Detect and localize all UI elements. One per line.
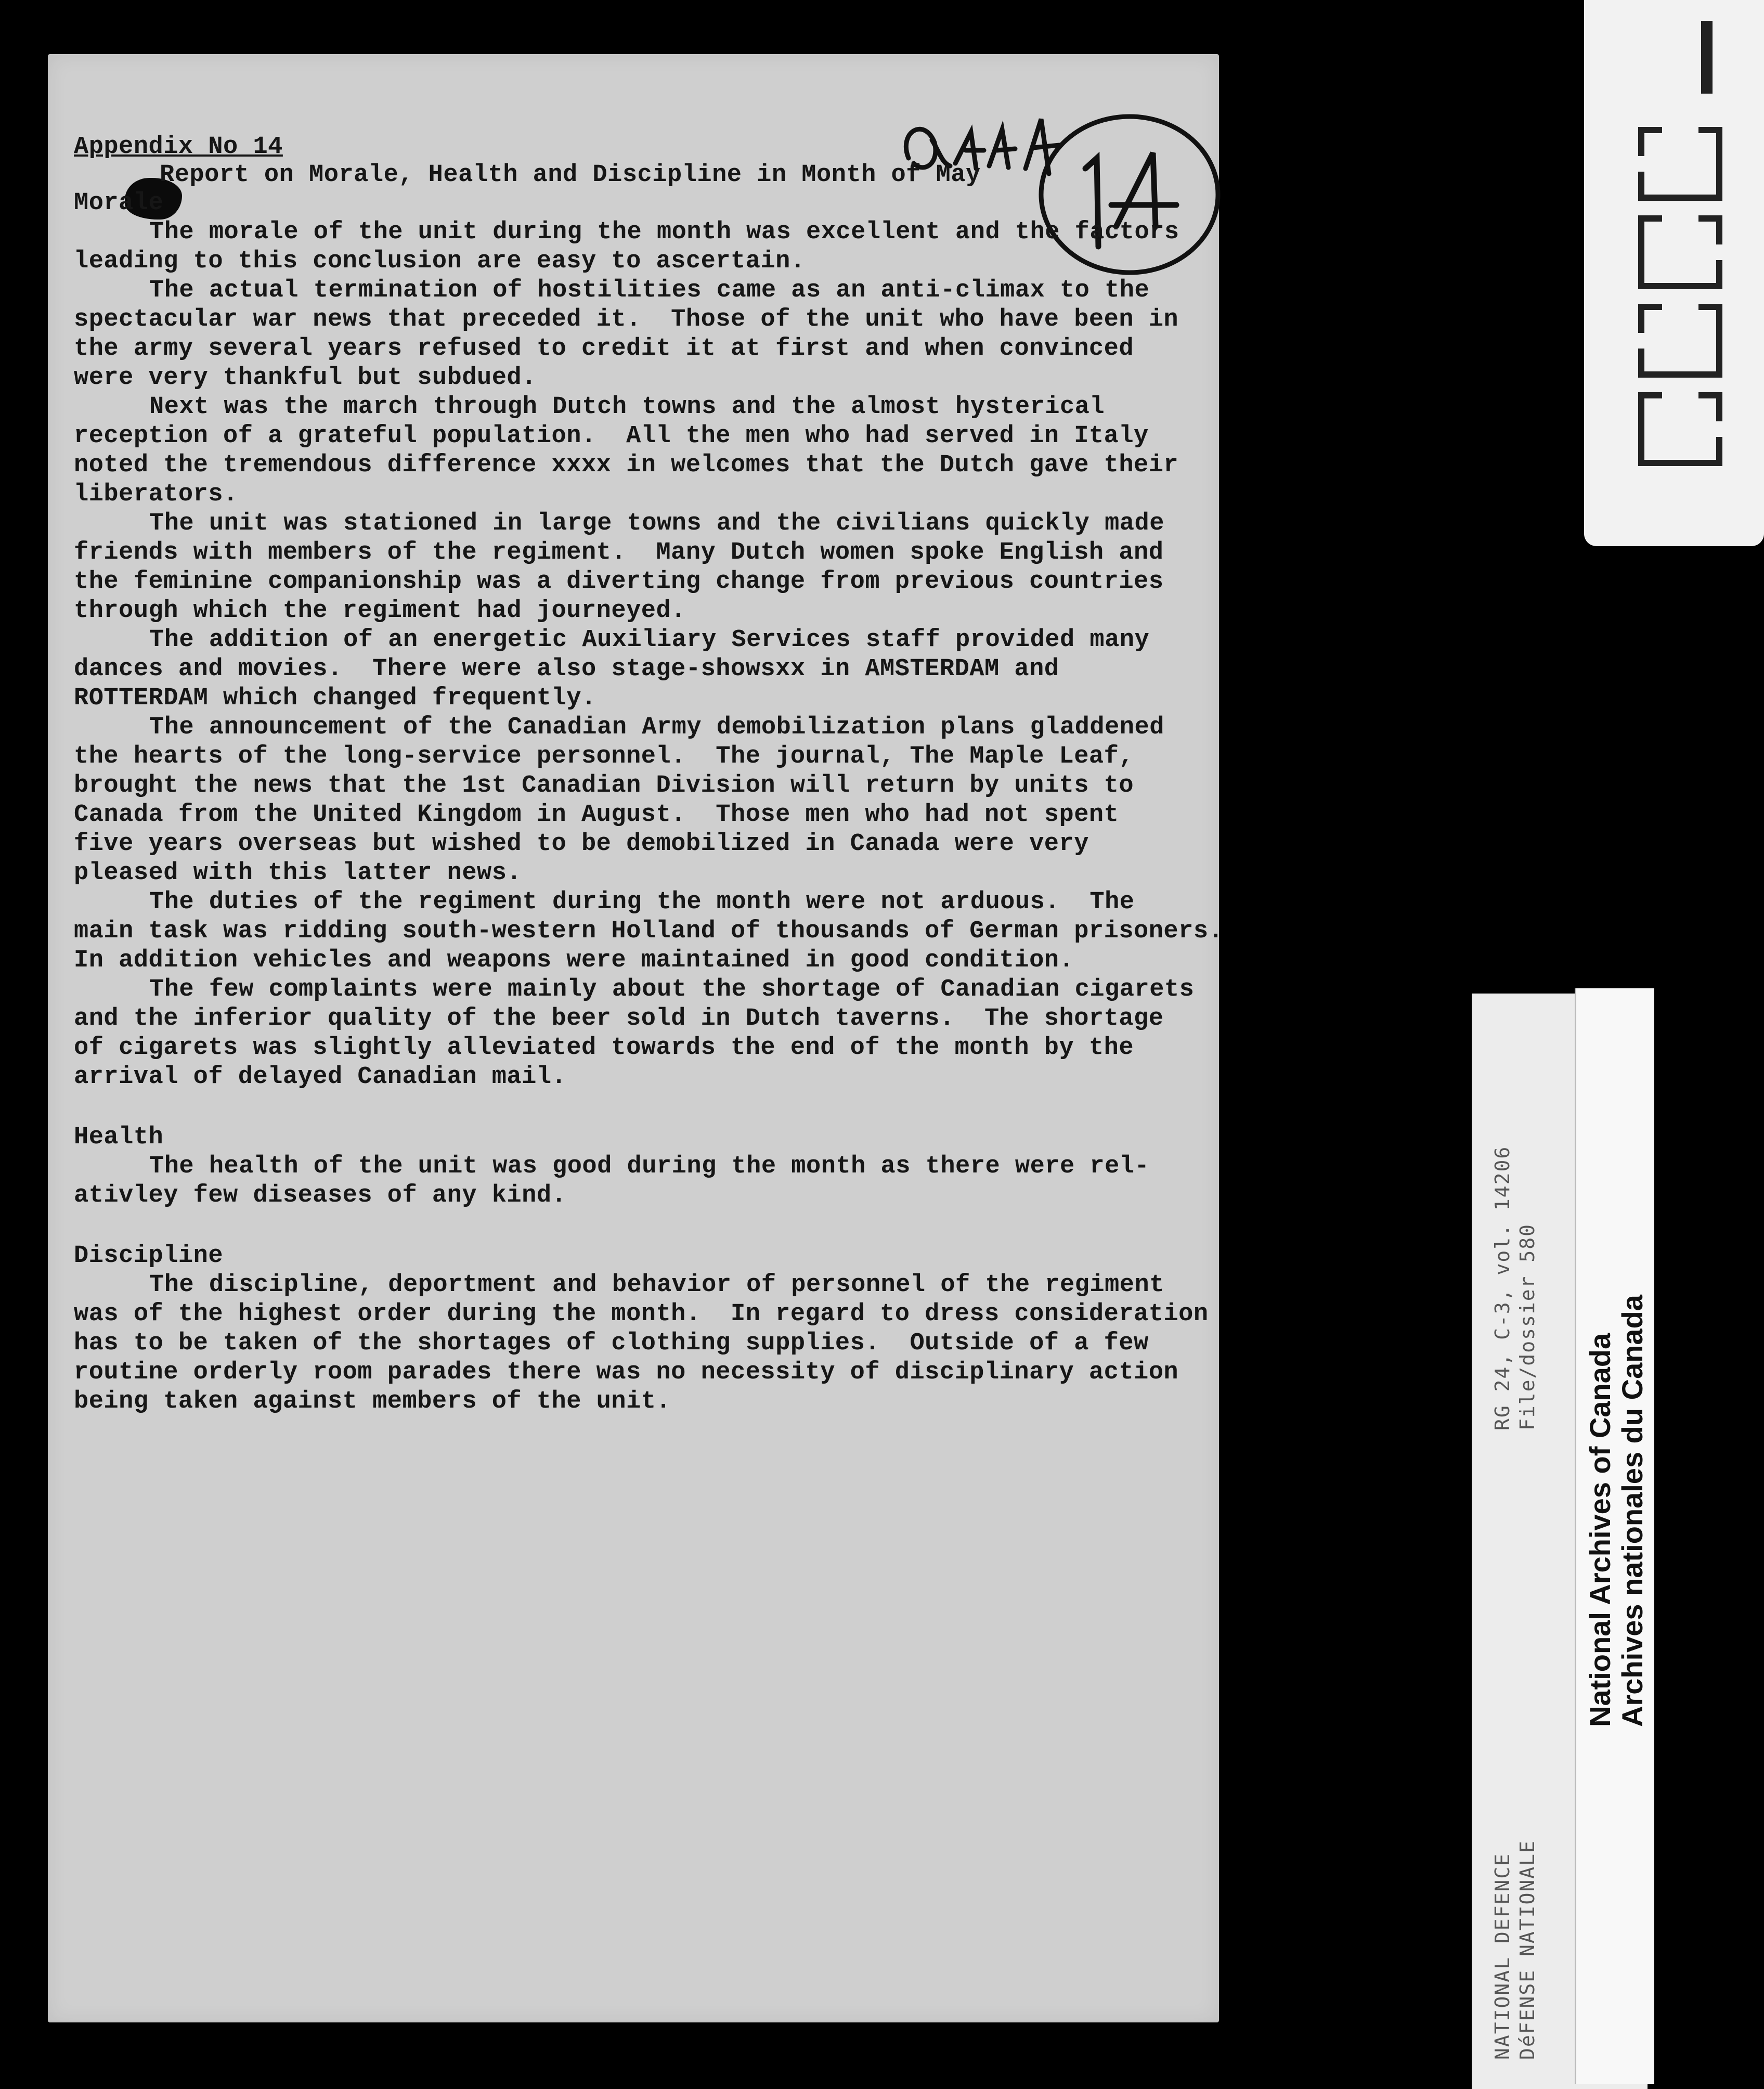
discipline-line: was of the highest order during the month. In regard to dress consideration — [74, 1300, 1209, 1328]
morale-line: pleased with this latter news. — [74, 859, 522, 887]
morale-line: the hearts of the long-service personnel. The journal, The Maple Leaf, — [74, 743, 1134, 770]
morale-line: five years overseas but wished to be demobilized in Canada were very — [74, 830, 1089, 858]
morale-line: ROTTERDAM which changed frequently. — [74, 685, 596, 712]
morale-line: of cigarets was slightly alleviated towards the end of the month by the — [74, 1034, 1134, 1062]
morale-line: were very thankful but subdued. — [74, 364, 537, 392]
morale-line: brought the news that the 1st Canadian Division will return by units to — [74, 772, 1134, 800]
report-subtitle: Report on Morale, Health and Discipline in Month of May — [160, 161, 981, 189]
section-heading-morale: Morale — [74, 189, 164, 217]
morale-line: through which the regiment had journeyed. — [74, 597, 686, 625]
morale-line: Canada from the United Kingdom in August. Those men who had not spent — [74, 801, 1119, 829]
health-line: The health of the unit was good during the month as there were rel- — [149, 1153, 1150, 1180]
morale-line: dances and movies. There were also stage-showsxx in AMSTERDAM and — [74, 655, 1059, 683]
discipline-line: being taken against members of the unit. — [74, 1388, 671, 1415]
discipline-line: has to be taken of the shortages of clothing supplies. Outside of a few — [74, 1330, 1149, 1357]
section-heading-health: Health — [74, 1124, 164, 1151]
section-heading-discipline: Discipline — [74, 1242, 224, 1270]
morale-line: reception of a grateful population. All the men who had served in Italy — [74, 422, 1149, 450]
morale-line: The few complaints were mainly about the shortage of Canadian cigarets — [149, 976, 1195, 1003]
discipline-line: The discipline, deportment and behavior of personnel of the regiment — [149, 1271, 1164, 1299]
appendix-title: Appendix No 14 — [74, 133, 283, 161]
document-page — [48, 54, 1224, 2022]
morale-line: The actual termination of hostilities came as an anti-climax to the — [149, 277, 1150, 304]
morale-line: the army several years refused to credit it at first and when convinced — [74, 335, 1134, 363]
morale-line: and the inferior quality of the beer sold in Dutch taverns. The shortage — [74, 1005, 1164, 1033]
morale-line: noted the tremendous difference xxxx in welcomes that the Dutch gave their — [74, 452, 1179, 479]
morale-line: The unit was stationed in large towns and the civilians quickly made — [149, 510, 1164, 537]
morale-line: spectacular war news that preceded it. Those of the unit who have been in — [74, 306, 1179, 333]
health-line: ativley few diseases of any kind. — [74, 1182, 567, 1209]
morale-line: the feminine companionship was a diverting change from previous countries — [74, 568, 1164, 596]
archives-name-en: National Archives of Canada — [1584, 1333, 1616, 1727]
morale-line: friends with members of the regiment. Many Dutch women spoke English and — [74, 539, 1164, 566]
morale-line: arrival of delayed Canadian mail. — [74, 1063, 567, 1091]
department-name-en: NATIONAL DEFENCE — [1491, 1852, 1514, 2060]
morale-line: The addition of an energetic Auxiliary Services staff provided many — [149, 626, 1150, 654]
archive-reference-line-2: File/dossier 580 — [1516, 1223, 1539, 1430]
department-name-fr: DéFENSE NATIONALE — [1516, 1840, 1539, 2060]
morale-line: leading to this conclusion are easy to ascertain. — [74, 248, 806, 275]
morale-line: The announcement of the Canadian Army demobilization plans gladdened — [149, 714, 1164, 741]
film-frame-marker — [1584, 0, 1764, 546]
archive-label-tab — [1575, 988, 1654, 2084]
morale-line: In addition vehicles and weapons were maintained in good condition. — [74, 947, 1074, 974]
morale-line: The duties of the regiment during the month were not arduous. The — [149, 888, 1135, 916]
morale-line: main task was ridding south-western Holland of thousands of German prisoners. — [74, 918, 1224, 945]
morale-line: Next was the march through Dutch towns and the almost hysterical — [149, 393, 1105, 421]
morale-line: liberators. — [74, 481, 238, 508]
morale-line: The morale of the unit during the month was excellent and the factors — [149, 218, 1179, 246]
archives-name-fr: Archives nationales du Canada — [1616, 1295, 1649, 1727]
discipline-line: routine orderly room parades there was no necessity of disciplinary action — [74, 1359, 1179, 1386]
archive-reference-line-1: RG 24, C-3, vol. 14206 — [1491, 1145, 1514, 1430]
